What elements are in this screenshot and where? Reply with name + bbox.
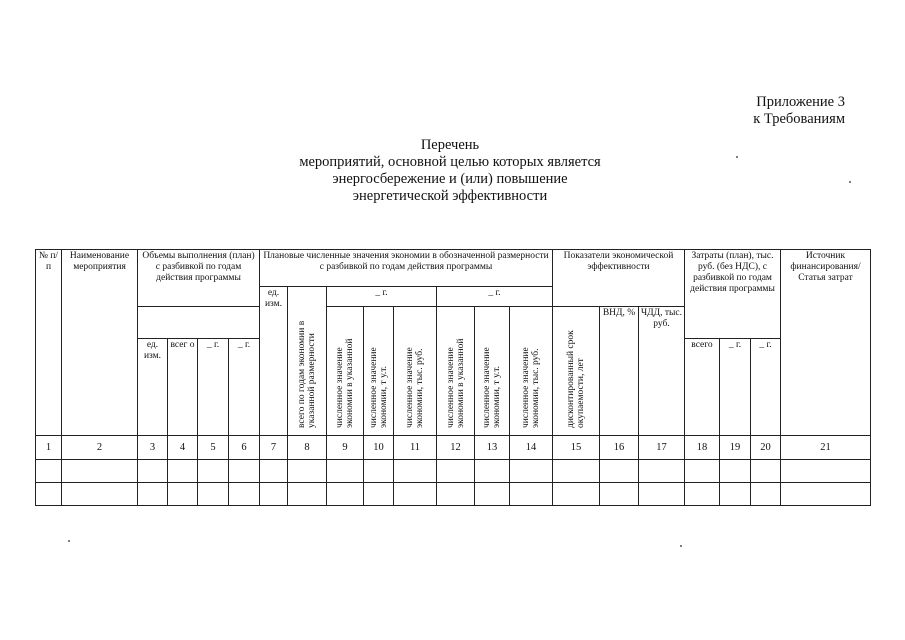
appendix-line-1: Приложение 3 xyxy=(756,94,845,110)
header-funding-source: Источник финансирования/ Статья затрат xyxy=(781,250,871,436)
planned-y2-value-units: численное значение экономии в указанной xyxy=(445,338,466,428)
column-number: 4 xyxy=(168,436,198,460)
column-number: 2 xyxy=(62,436,138,460)
volumes-year-2: _ г. xyxy=(229,338,260,435)
costs-total: всего xyxy=(685,338,720,435)
planned-total: всего по годам экономии в указанной размерности xyxy=(297,320,317,428)
column-number: 13 xyxy=(475,436,510,460)
title-line-3: энергосбережение и (или) повышение xyxy=(332,171,568,187)
header-no: № п/п xyxy=(36,250,62,436)
column-number: 20 xyxy=(751,436,781,460)
header-costs: Затраты (план), тыс. руб. (без НДС), с разбивкой по годам действия программы xyxy=(685,250,781,339)
planned-unit: ед. изм. xyxy=(260,287,288,436)
econ-payback-cell xyxy=(553,307,600,436)
volumes-unit: ед. изм. xyxy=(138,338,168,435)
column-numbers-row xyxy=(36,436,871,460)
appendix-line-2: к Требованиям xyxy=(753,111,845,127)
scan-speck xyxy=(680,545,682,547)
column-number: 9 xyxy=(327,436,364,460)
header-name: Наименование мероприятия xyxy=(62,250,138,436)
column-number: 15 xyxy=(553,436,600,460)
document-title xyxy=(280,137,620,205)
planned-y2-c-cell xyxy=(510,307,553,436)
econ-npv: ЧДД, тыс. руб. xyxy=(639,307,685,436)
econ-irr: ВНД, % xyxy=(600,307,639,436)
planned-y1-b-cell xyxy=(364,307,394,436)
scan-speck xyxy=(68,540,70,542)
table-row xyxy=(36,483,871,506)
column-number: 16 xyxy=(600,436,639,460)
planned-y1-value-rub: численное значение экономии, тыс. руб. xyxy=(405,347,425,428)
column-number: 8 xyxy=(288,436,327,460)
column-number: 7 xyxy=(260,436,288,460)
header-econ-efficiency: Показатели экономической эффективности xyxy=(553,250,685,307)
planned-total-cell xyxy=(288,287,327,436)
table-row xyxy=(36,460,871,483)
column-number: 12 xyxy=(437,436,475,460)
planned-y1-value-tut: численное значение экономии, т у.т. xyxy=(368,347,389,428)
planned-year-1: _ г. xyxy=(327,287,437,307)
appendix-label xyxy=(753,94,845,128)
title-line-4: энергетической эффективности xyxy=(352,188,548,204)
column-number: 21 xyxy=(781,436,871,460)
column-number: 17 xyxy=(639,436,685,460)
planned-year-2: _ г. xyxy=(437,287,553,307)
header-planned-savings: Плановые численные значения экономии в обозначенной размерности с разбивкой по годам действия программы xyxy=(260,250,553,287)
column-number: 19 xyxy=(720,436,751,460)
planned-y1-c-cell xyxy=(394,307,437,436)
volumes-spacer xyxy=(138,307,260,339)
planned-y2-value-rub: численное значение экономии, тыс. руб. xyxy=(521,347,541,428)
measures-table xyxy=(35,249,871,506)
scan-speck xyxy=(736,156,738,158)
planned-y2-value-tut: численное значение экономии, т у.т. xyxy=(482,347,502,428)
column-number: 11 xyxy=(394,436,437,460)
costs-year-2: _ г. xyxy=(751,338,781,435)
column-number: 18 xyxy=(685,436,720,460)
column-number: 14 xyxy=(510,436,553,460)
title-line-1: Перечень xyxy=(420,137,480,153)
column-number: 3 xyxy=(138,436,168,460)
planned-y2-a-cell xyxy=(437,307,475,436)
planned-y2-b-cell xyxy=(475,307,510,436)
column-number: 1 xyxy=(36,436,62,460)
scan-speck xyxy=(849,181,851,183)
volumes-year-1: _ г. xyxy=(198,338,229,435)
planned-y1-value-units: численное значение экономии в указанной xyxy=(335,338,355,428)
header-volumes: Объемы выполнения (план) с разбивкой по годам действия программы xyxy=(138,250,260,307)
column-number: 10 xyxy=(364,436,394,460)
title-line-2: мероприятий, основной целью которых является xyxy=(299,154,601,170)
costs-year-1: _ г. xyxy=(720,338,751,435)
column-number: 5 xyxy=(198,436,229,460)
column-number: 6 xyxy=(229,436,260,460)
econ-payback: дисконтированный срок окупаемости, лет xyxy=(566,330,586,428)
volumes-total: всег о xyxy=(168,338,198,435)
planned-y1-a-cell xyxy=(327,307,364,436)
